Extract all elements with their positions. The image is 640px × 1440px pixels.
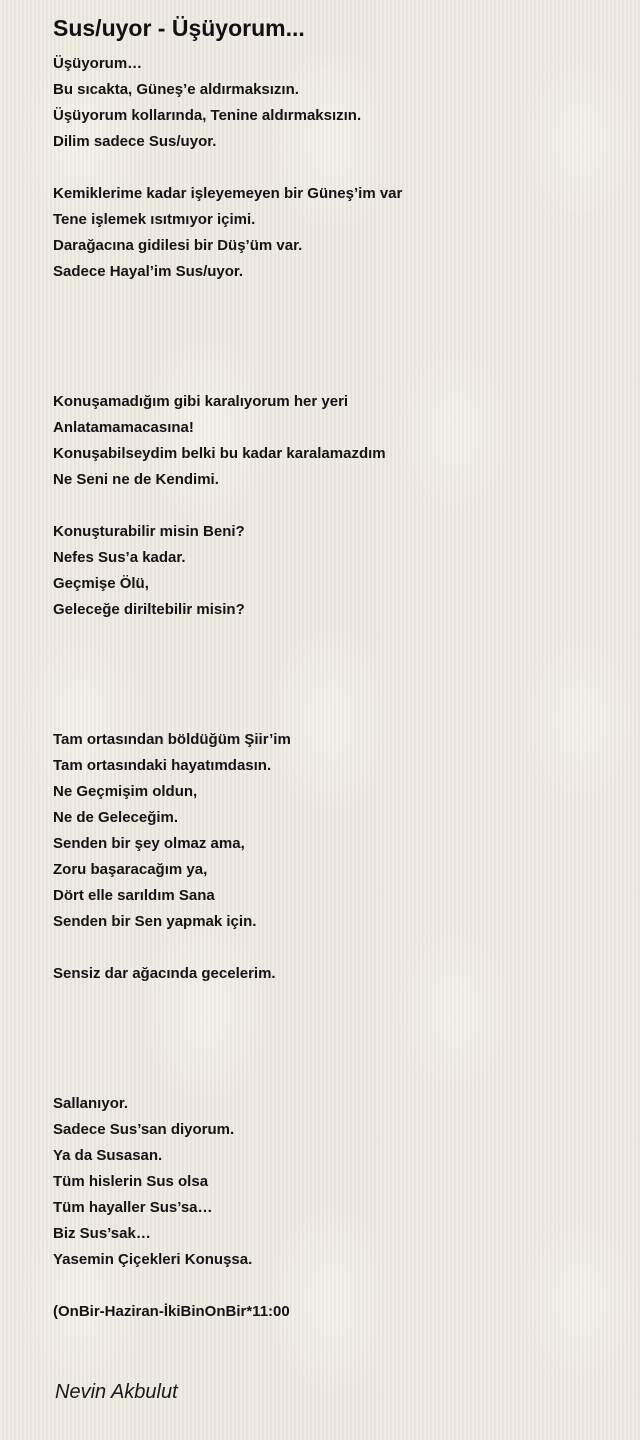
poem-line: Dört elle sarıldım Sana [53,887,215,904]
poem-title: Sus/uyor - Üşüyorum... [53,15,305,41]
stanza-1 [53,51,613,155]
poem-line: Sadece Hayal’im Sus/uyor. [53,263,244,280]
poem-line: Darağacına gidilesi bir Düş’üm var. [53,237,303,254]
section-gap [53,285,613,389]
poem-line: Nefes Sus’a kadar. [53,549,186,566]
poem-line: Sensiz dar ağacında gecelerim. [53,965,276,982]
poem-line: Sallanıyor. [53,1095,129,1112]
poem-line: Anlatamamacasına! [53,419,194,436]
section-gap [53,623,613,727]
poem-line: Ya da Susasan. [53,1147,163,1164]
poem-line: Bu sıcakta, Güneş’e aldırmaksızın. [53,81,299,98]
author-name: Nevin Akbulut [55,1381,178,1403]
poem-line: Dilim sadece Sus/uyor. [53,133,217,150]
poem-line: Konuşabilseydim belki bu kadar karalamazdım [53,445,386,462]
poem-line: Senden bir şey olmaz ama, [53,835,245,852]
stanza-5 [53,727,613,935]
poem-line: Senden bir Sen yapmak için. [53,913,257,930]
stanza-3 [53,389,613,493]
poem-line: Konuşturabilir misin Beni? [53,523,245,540]
poem-body [53,51,613,1325]
poem-line: Tene işlemek ısıtmıyor içimi. [53,211,256,228]
poem-date-line: (OnBir-Haziran-İkiBinOnBir*11:00 [53,1303,290,1320]
poem-line: Zoru başaracağım ya, [53,861,208,878]
stanza-6 [53,961,613,987]
stanza-7 [53,1091,613,1273]
poem-line: Kemiklerime kadar işleyemeyen bir Güneş’im var [53,185,403,202]
poem-line: Tüm hayaller Sus’sa… [53,1199,213,1216]
stanza-2 [53,181,613,285]
stanza-gap [53,493,613,519]
section-gap [53,987,613,1091]
stanza-gap [53,155,613,181]
poem-line: Geleceğe diriltebilir misin? [53,601,245,618]
poem-line: Üşüyorum… [53,55,143,72]
stanza-gap [53,1273,613,1299]
stanza-4 [53,519,613,623]
poem-line: Tam ortasından böldüğüm Şiir’im [53,731,291,748]
poem-line: Üşüyorum kollarında, Tenine aldırmaksızın. [53,107,362,124]
poem-line: Tam ortasındaki hayatımdasın. [53,757,272,774]
poem-line: Ne Seni ne de Kendimi. [53,471,219,488]
stanza-gap [53,935,613,961]
poem-line: Biz Sus’sak… [53,1225,151,1242]
poem-line: Ne Geçmişim oldun, [53,783,198,800]
poem-line: Konuşamadığım gibi karalıyorum her yeri [53,393,349,410]
poem-line: Geçmişe Ölü, [53,575,149,592]
poem-line: Yasemin Çiçekleri Konuşsa. [53,1251,253,1268]
poem-line: Sadece Sus’san diyorum. [53,1121,235,1138]
stanza-8 [53,1299,613,1325]
poem-line: Ne de Geleceğim. [53,809,179,826]
poem-line: Tüm hislerin Sus olsa [53,1173,209,1190]
